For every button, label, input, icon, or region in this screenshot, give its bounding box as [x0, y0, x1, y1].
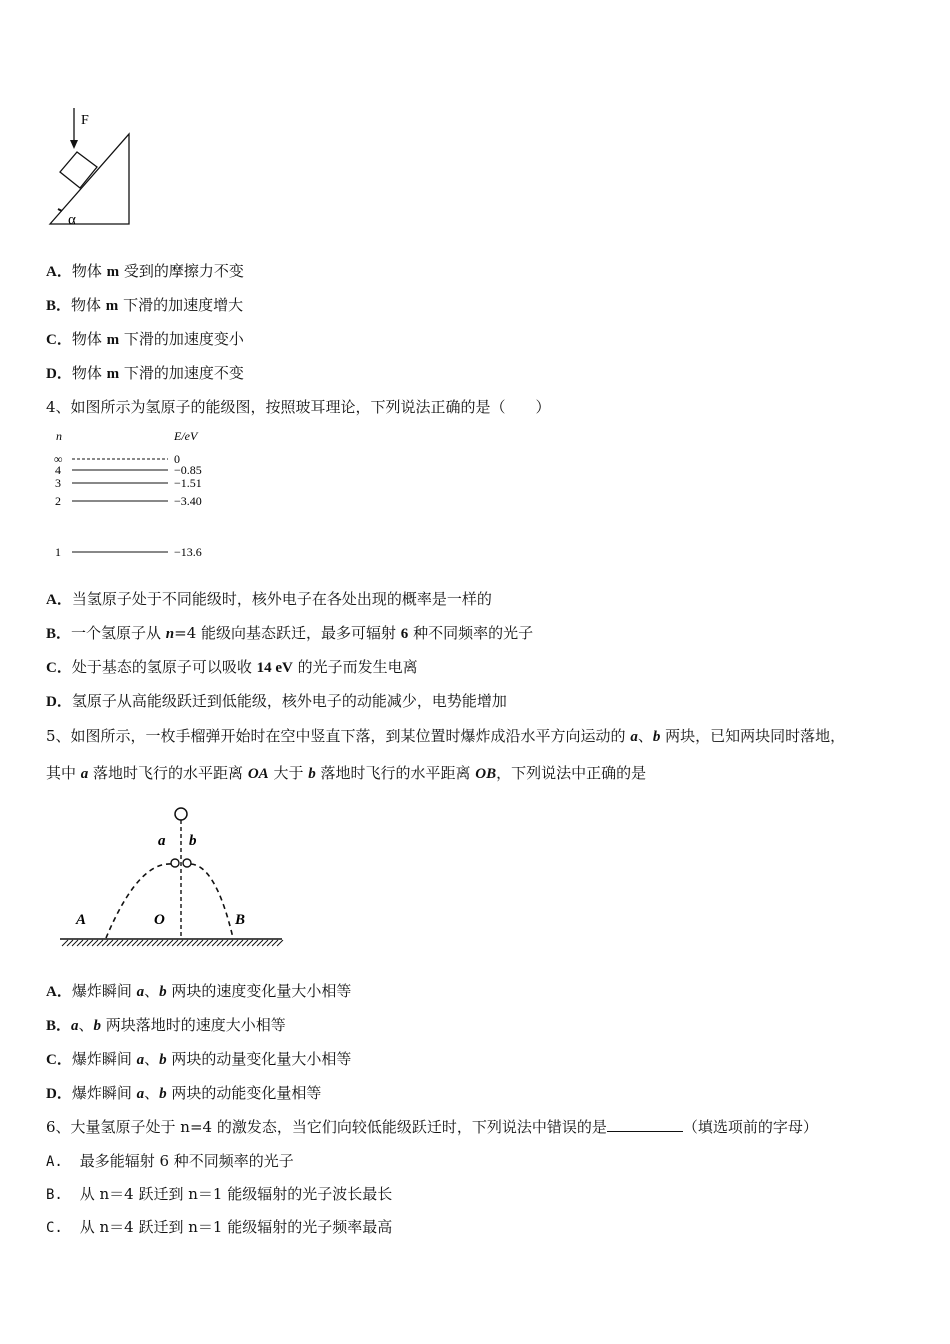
hatch-mark	[272, 940, 278, 946]
q3-option-a: A．物体 m 受到的摩擦力不变	[46, 262, 244, 280]
hatch-mark	[257, 940, 263, 946]
level-e-1: −13.6	[174, 545, 202, 559]
hatch-mark	[197, 940, 203, 946]
hatch-mark	[237, 940, 243, 946]
q5-option-a: A．爆炸瞬间 a、b 两块的速度变化量大小相等	[46, 982, 352, 1000]
q5-option-c: C．爆炸瞬间 a、b 两块的动量变化量大小相等	[46, 1050, 352, 1068]
hatch-mark	[182, 940, 188, 946]
e-header: E/eV	[174, 429, 198, 443]
hatch-mark	[267, 940, 273, 946]
q6-option-b: B. 从 n＝4 跃迁到 n＝1 能级辐射的光子波长最长	[46, 1185, 393, 1203]
hatch-mark	[112, 940, 118, 946]
level-n-2: 2	[55, 494, 61, 508]
hatch-mark	[152, 940, 158, 946]
hatch-mark	[187, 940, 193, 946]
fragment-a	[171, 859, 179, 867]
level-e-inf: 0	[174, 452, 180, 466]
hatch-mark	[217, 940, 223, 946]
q5-option-d: D．爆炸瞬间 a、b 两块的动能变化量相等	[46, 1084, 322, 1102]
hatch-mark	[162, 940, 168, 946]
angle-tick	[58, 209, 62, 211]
hatch-mark	[262, 940, 268, 946]
q3-option-d: D．物体 m 下滑的加速度不变	[46, 364, 244, 382]
angle-label: α	[68, 212, 76, 228]
ground-hatching	[62, 940, 283, 946]
label-a: a	[158, 833, 166, 849]
hatch-mark	[247, 940, 253, 946]
label-O: O	[154, 912, 165, 928]
fragment-b	[183, 859, 191, 867]
hatch-mark	[177, 940, 183, 946]
answer-blank[interactable]	[607, 1117, 683, 1132]
hatch-mark	[212, 940, 218, 946]
incline-figure	[44, 104, 144, 232]
q3-option-c: C．物体 m 下滑的加速度变小	[46, 330, 244, 348]
q6-option-c: C. 从 n＝4 跃迁到 n＝1 能级辐射的光子频率最高	[46, 1218, 393, 1236]
block	[60, 152, 97, 188]
q4-stem: 4、如图所示为氢原子的能级图，按照玻耳理论，下列说法正确的是（ ）	[46, 398, 551, 416]
n-header: n	[56, 429, 62, 443]
force-label: F	[81, 113, 89, 128]
hatch-mark	[167, 940, 173, 946]
label-B: B	[235, 912, 246, 928]
hatch-mark	[87, 940, 93, 946]
q6-stem: 6、大量氢原子处于 n=4 的激发态，当它们向较低能级跃迁时，下列说法中错误的是 （填选项前的字母）	[46, 1118, 818, 1136]
hatch-mark	[227, 940, 233, 946]
energy-level-diagram	[50, 426, 220, 566]
level-n-3: 3	[55, 476, 61, 490]
level-e-3: −1.51	[174, 476, 202, 490]
hatch-mark	[222, 940, 228, 946]
hatch-mark	[72, 940, 78, 946]
level-n-inf: ∞	[54, 452, 63, 466]
hatch-mark	[92, 940, 98, 946]
hatch-mark	[242, 940, 248, 946]
q5-stem-line1: 5、如图所示，一枚手榴弹开始时在空中竖直下落，到某位置时爆炸成沿水平方向运动的 a、b 两块，已知两块同时落地，	[46, 727, 846, 745]
q4-option-c: C．处于基态的氢原子可以吸收 14 eV 的光子而发生电离	[46, 658, 418, 676]
hatch-mark	[117, 940, 123, 946]
hatch-mark	[62, 940, 68, 946]
hatch-mark	[102, 940, 108, 946]
level-e-4: −0.85	[174, 463, 202, 477]
hatch-mark	[127, 940, 133, 946]
hatch-mark	[122, 940, 128, 946]
level-n-1: 1	[55, 545, 61, 559]
force-arrow	[70, 108, 78, 149]
level-n-4: 4	[55, 463, 61, 477]
label-A: A	[76, 912, 87, 928]
hatch-mark	[67, 940, 73, 946]
hatch-mark	[142, 940, 148, 946]
hatch-mark	[232, 940, 238, 946]
hatch-mark	[77, 940, 83, 946]
hatch-mark	[97, 940, 103, 946]
hatch-mark	[277, 940, 283, 946]
hatch-mark	[132, 940, 138, 946]
level-e-2: −3.40	[174, 494, 202, 508]
grenade-top	[175, 808, 187, 820]
q4-option-d: D．氢原子从高能级跃迁到低能级，核外电子的动能减少，电势能增加	[46, 692, 507, 710]
q6-option-a: A. 最多能辐射 6 种不同频率的光子	[46, 1152, 294, 1170]
hatch-mark	[207, 940, 213, 946]
q5-option-b: B．a、b 两块落地时的速度大小相等	[46, 1016, 286, 1034]
hatch-mark	[252, 940, 258, 946]
trajectory-b	[191, 864, 233, 938]
hatch-mark	[192, 940, 198, 946]
q5-stem-line2: 其中 a 落地时飞行的水平距离 OA 大于 b 落地时飞行的水平距离 OB，下列说法中正确的是	[46, 764, 647, 782]
hatch-mark	[137, 940, 143, 946]
hatch-mark	[172, 940, 178, 946]
q4-option-b: B．一个氢原子从 n=4 能级向基态跃迁，最多可辐射 6 种不同频率的光子	[46, 624, 534, 642]
hatch-mark	[107, 940, 113, 946]
q4-option-a: A．当氢原子处于不同能级时，核外电子在各处出现的概率是一样的	[46, 590, 492, 608]
hatch-mark	[82, 940, 88, 946]
hatch-mark	[202, 940, 208, 946]
hatch-mark	[147, 940, 153, 946]
hatch-mark	[157, 940, 163, 946]
q3-option-b: B．物体 m 下滑的加速度增大	[46, 296, 244, 314]
grenade-figure	[58, 800, 288, 955]
label-b: b	[189, 833, 197, 849]
